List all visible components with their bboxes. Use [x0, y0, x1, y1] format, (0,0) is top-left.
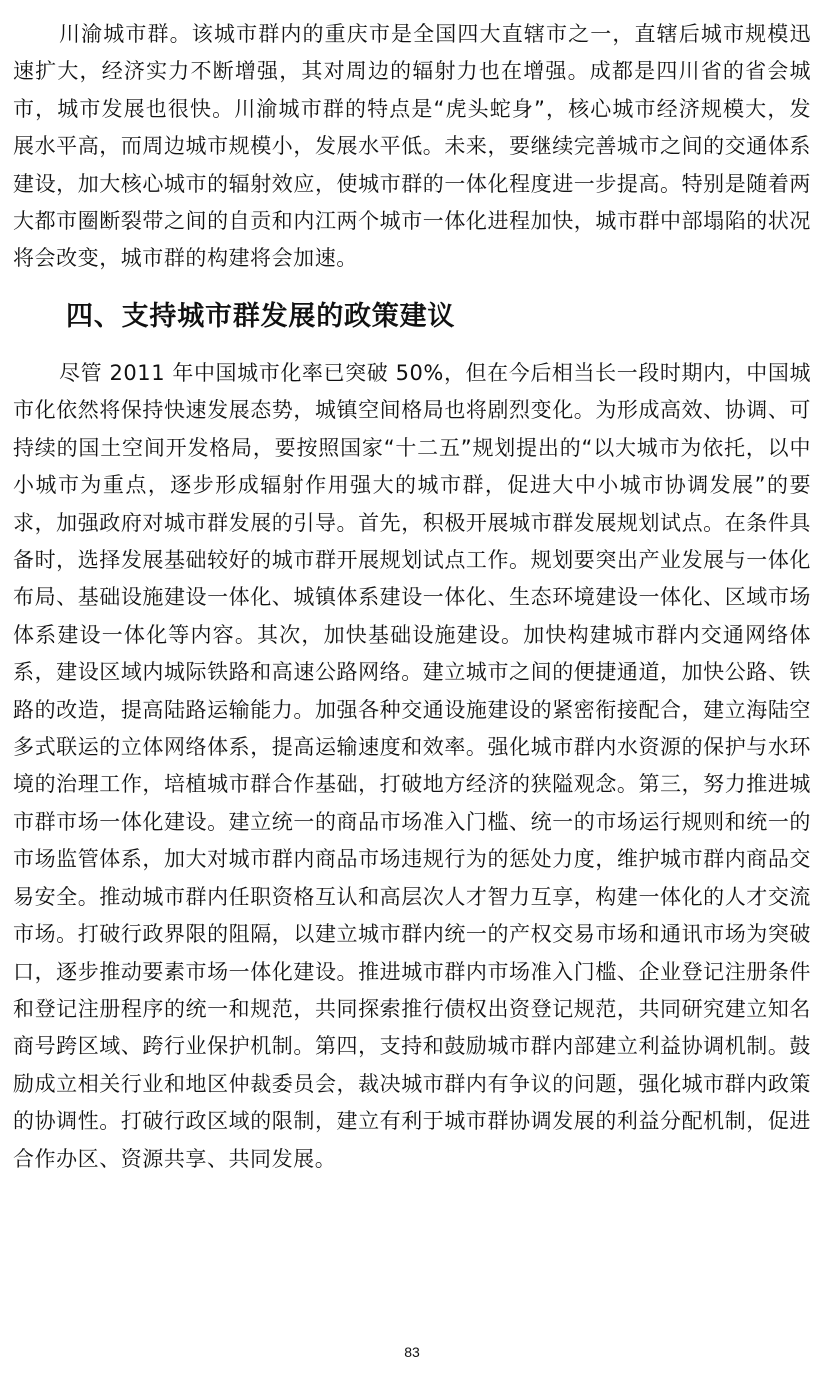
- body-paragraph-policy: 尽管 2011 年中国城市化率已突破 50%，但在今后相当长一段时期内，中国城市化依然将保持快速发展态势，城镇空间格局也将剧烈变化。为形成高效、协调、可持续的国土空间开发格局，要按照国家“十二五”规划提出的“以大城市为依托，以中小城市为重点，逐步形成辐射作用强大的城市群，促进大中小城市协调发展”的要求，加强政府对城市群发展的引导。首先，积极开展城市群发展规划试点。在条件具备时，选择发展基础较好的城市群开展规划试点工作。规划要突出产业发展与一体化布局、基础设施建设一体化、城镇体系建设一体化、生态环境建设一体化、区域市场体系建设一体化等内容。其次，加快基础设施建设。加快构建城市群内交通网络体系，建设区域内城际铁路和高速公路网络。建立城市之间的便捷通道，加快公路、铁路的改造，提高陆路运输能力。加强各种交通设施建设的紧密衔接配合，建立海陆空多式联运的立体网络体系，提高运输速度和效率。强化城市群内水资源的保护与水环境的治理工作，培植城市群合作基础，打破地方经济的狭隘观念。第三，努力推进城市群市场一体化建设。建立统一的商品市场准入门槛、统一的市场运行规则和统一的市场监管体系，加大对城市群内商品市场违规行为的惩处力度，维护城市群内商品交易安全。推动城市群内任职资格互认和高层次人才智力互享，构建一体化的人才交流市场。打破行政界限的阻隔，以建立城市群内统一的产权交易市场和通讯市场为突破口，逐步推动要素市场一体化建设。推进城市群内市场准入门槛、企业登记注册条件和登记注册程序的统一和规范，共同探索推行债权出资登记规范，共同研究建立知名商号跨区域、跨行业保护机制。第四，支持和鼓励城市群内部建立利益协调机制。鼓励成立相关行业和地区仲裁委员会，裁决城市群内有争议的问题，强化城市群内政策的协调性。打破行政区域的限制，建立有利于城市群协调发展的利益分配机制，促进合作办区、资源共享、共同发展。: [13, 361, 811, 1171]
- section-heading: 四、支持城市群发展的政策建议: [66, 301, 456, 332]
- body-paragraph-chengyu: 川渝城市群。该城市群内的重庆市是全国四大直辖市之一，直辖后城市规模迅速扩大，经济实力不断增强，其对周边的辐射力也在增强。成都是四川省的省会城市，城市发展也很快。川渝城市群的特点是“虎头蛇身”，核心城市经济规模大，发展水平高，而周边城市规模小，发展水平低。未来，要继续完善城市之间的交通体系建设，加大核心城市的辐射效应，使城市群的一体化程度进一步提高。特别是随着两大都市圈断裂带之间的自贡和内江两个城市一体化进程加快，城市群中部塌陷的状况将会改变，城市群的构建将会加速。: [13, 22, 811, 271]
- page-number: 83: [404, 1344, 420, 1360]
